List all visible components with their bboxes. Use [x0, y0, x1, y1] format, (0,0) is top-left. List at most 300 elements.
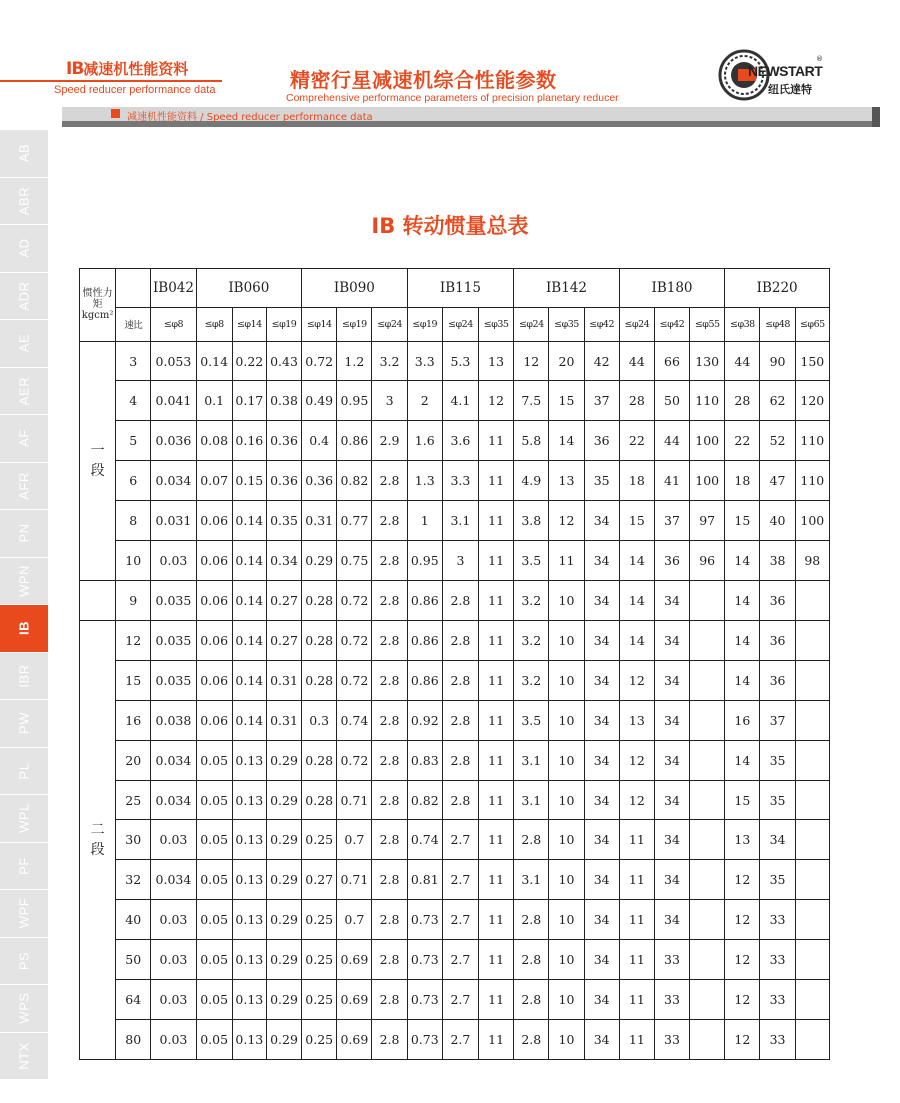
- value-cell: 2.9: [372, 421, 407, 461]
- section-bar-label: 减速机性能资料 / Speed reducer performance data: [127, 112, 373, 123]
- value-cell: 2.8: [514, 1019, 549, 1059]
- value-cell: 11: [619, 940, 654, 980]
- value-cell: 0.034: [151, 860, 196, 900]
- value-cell: 10: [549, 620, 584, 660]
- value-cell: 98: [795, 541, 829, 581]
- table-row: [80, 341, 830, 381]
- value-cell: 2.7: [442, 940, 478, 980]
- shaft-size-header: ≤φ24: [619, 308, 654, 341]
- value-cell: 0.71: [337, 860, 372, 900]
- model-header-ib042: IB042: [151, 269, 196, 308]
- value-cell: 0.36: [266, 421, 301, 461]
- value-cell: 0.86: [337, 421, 372, 461]
- value-cell: 36: [760, 581, 795, 621]
- value-cell: 12: [549, 501, 584, 541]
- value-cell: 2.7: [442, 900, 478, 940]
- value-cell: 12: [725, 980, 760, 1020]
- series-tab-ae[interactable]: [0, 320, 48, 368]
- series-tab-label: AE: [16, 334, 32, 353]
- value-cell: [795, 581, 829, 621]
- table-row: [80, 660, 830, 700]
- value-cell: 18: [725, 461, 760, 501]
- value-cell: 0.29: [266, 940, 301, 980]
- value-cell: 22: [725, 421, 760, 461]
- value-cell: 0.29: [302, 541, 337, 581]
- value-cell: 0.72: [337, 581, 372, 621]
- value-cell: 37: [584, 381, 619, 421]
- series-tab-label: WPN: [16, 564, 32, 597]
- header-brand-text: 减速机性能资料: [83, 60, 189, 78]
- value-cell: 2.7: [442, 980, 478, 1020]
- value-cell: 0.86: [407, 620, 442, 660]
- series-tab-label: WPL: [16, 803, 32, 834]
- value-cell: 50: [654, 381, 689, 421]
- value-cell: 14: [549, 421, 584, 461]
- table-row: [80, 381, 830, 421]
- value-cell: 0.35: [266, 501, 301, 541]
- value-cell: 20: [549, 341, 584, 381]
- value-cell: 11: [619, 900, 654, 940]
- value-cell: 33: [760, 940, 795, 980]
- value-cell: 11: [619, 1019, 654, 1059]
- value-cell: 0.08: [196, 421, 232, 461]
- value-cell: 11: [619, 860, 654, 900]
- value-cell: 0.25: [302, 820, 337, 860]
- value-cell: 3: [442, 541, 478, 581]
- shaft-size-header: ≤φ19: [407, 308, 442, 341]
- value-cell: 0.69: [337, 940, 372, 980]
- ratio-cell: 16: [116, 700, 151, 740]
- value-cell: 35: [760, 740, 795, 780]
- value-cell: 14: [619, 541, 654, 581]
- ratio-cell: 6: [116, 461, 151, 501]
- value-cell: 34: [584, 541, 619, 581]
- ratio-cell: 3: [116, 341, 151, 381]
- value-cell: 0.29: [266, 1019, 301, 1059]
- value-cell: 110: [795, 461, 829, 501]
- value-cell: 18: [619, 461, 654, 501]
- value-cell: 0.75: [337, 541, 372, 581]
- value-cell: 33: [760, 980, 795, 1020]
- value-cell: 0.05: [196, 740, 232, 780]
- stage-blank-cell: [80, 581, 116, 621]
- series-tab-ib[interactable]: [0, 605, 48, 653]
- value-cell: 2.8: [372, 900, 407, 940]
- value-cell: 0.28: [302, 780, 337, 820]
- value-cell: 0.34: [266, 541, 301, 581]
- series-tab-af[interactable]: [0, 415, 48, 463]
- value-cell: 36: [584, 421, 619, 461]
- series-tab-ibr[interactable]: [0, 653, 48, 701]
- value-cell: 35: [760, 860, 795, 900]
- value-cell: 1.6: [407, 421, 442, 461]
- value-cell: 0.28: [302, 660, 337, 700]
- series-tab-wpf[interactable]: [0, 890, 48, 938]
- value-cell: 0.14: [232, 700, 266, 740]
- value-cell: 0.83: [407, 740, 442, 780]
- value-cell: 66: [654, 341, 689, 381]
- value-cell: [795, 660, 829, 700]
- series-tab-pw[interactable]: [0, 700, 48, 748]
- value-cell: 0.38: [266, 381, 301, 421]
- value-cell: 0.03: [151, 940, 196, 980]
- value-cell: 2.8: [372, 780, 407, 820]
- value-cell: 34: [584, 740, 619, 780]
- value-cell: 14: [725, 620, 760, 660]
- value-cell: 13: [479, 341, 514, 381]
- value-cell: 11: [619, 980, 654, 1020]
- value-cell: 10: [549, 980, 584, 1020]
- value-cell: 0.05: [196, 1019, 232, 1059]
- value-cell: 14: [619, 620, 654, 660]
- shaft-size-header: ≤φ35: [479, 308, 514, 341]
- ratio-cell: 8: [116, 501, 151, 541]
- series-tab-label: PW: [16, 712, 32, 735]
- series-tab-ntx[interactable]: [0, 1033, 48, 1081]
- value-cell: 15: [549, 381, 584, 421]
- series-tab-wpn[interactable]: [0, 558, 48, 606]
- value-cell: 2.7: [442, 860, 478, 900]
- value-cell: 0.15: [232, 461, 266, 501]
- value-cell: 130: [690, 341, 725, 381]
- value-cell: 36: [760, 660, 795, 700]
- shaft-size-header: ≤φ35: [549, 308, 584, 341]
- model-header-ib060: IB060: [196, 269, 302, 308]
- value-cell: 1: [407, 501, 442, 541]
- header-brand-ib: IB: [66, 59, 84, 79]
- value-cell: 16: [725, 700, 760, 740]
- series-tab-label: AB: [16, 144, 32, 163]
- value-cell: 0.06: [196, 700, 232, 740]
- value-cell: 3.2: [514, 581, 549, 621]
- value-cell: [690, 780, 725, 820]
- value-cell: 2.8: [372, 581, 407, 621]
- ratio-cell: 12: [116, 620, 151, 660]
- value-cell: 34: [584, 1019, 619, 1059]
- value-cell: [690, 940, 725, 980]
- value-cell: 0.035: [151, 581, 196, 621]
- value-cell: 0.05: [196, 820, 232, 860]
- value-cell: [795, 980, 829, 1020]
- table-row: [80, 980, 830, 1020]
- ratio-cell: 9: [116, 581, 151, 621]
- value-cell: 15: [725, 501, 760, 541]
- corner-inertia-unit: kgcm²: [81, 310, 114, 322]
- value-cell: 0.72: [337, 660, 372, 700]
- value-cell: 0.74: [407, 820, 442, 860]
- value-cell: 12: [725, 940, 760, 980]
- value-cell: 0.36: [266, 461, 301, 501]
- value-cell: 2.8: [442, 581, 478, 621]
- value-cell: [795, 1019, 829, 1059]
- value-cell: 0.14: [232, 660, 266, 700]
- value-cell: 0.034: [151, 740, 196, 780]
- value-cell: 0.71: [337, 780, 372, 820]
- value-cell: 36: [760, 620, 795, 660]
- value-cell: 37: [654, 501, 689, 541]
- series-tab-label: PS: [16, 951, 32, 970]
- value-cell: 2.8: [514, 940, 549, 980]
- value-cell: 0.77: [337, 501, 372, 541]
- header-brand-title: [66, 58, 188, 79]
- value-cell: 0.14: [232, 620, 266, 660]
- table-row: [80, 700, 830, 740]
- value-cell: 12: [725, 900, 760, 940]
- value-cell: 12: [725, 1019, 760, 1059]
- value-cell: 4.9: [514, 461, 549, 501]
- table-row: [80, 780, 830, 820]
- value-cell: 2.8: [372, 700, 407, 740]
- shaft-size-header: ≤φ24: [372, 308, 407, 341]
- value-cell: 0.053: [151, 341, 196, 381]
- value-cell: 2.8: [372, 740, 407, 780]
- value-cell: 3.2: [514, 620, 549, 660]
- value-cell: 0.95: [407, 541, 442, 581]
- value-cell: 10: [549, 900, 584, 940]
- table-row: [80, 820, 830, 860]
- series-tab-pl[interactable]: [0, 748, 48, 796]
- value-cell: 0.05: [196, 860, 232, 900]
- series-tab-label: AFR: [16, 472, 32, 500]
- value-cell: 12: [725, 860, 760, 900]
- series-tab-wps[interactable]: [0, 985, 48, 1033]
- value-cell: 0.72: [302, 341, 337, 381]
- value-cell: 34: [654, 660, 689, 700]
- value-cell: 0.29: [266, 980, 301, 1020]
- value-cell: 97: [690, 501, 725, 541]
- value-cell: 11: [479, 980, 514, 1020]
- value-cell: 0.25: [302, 1019, 337, 1059]
- value-cell: 90: [760, 341, 795, 381]
- value-cell: 13: [619, 700, 654, 740]
- value-cell: 11: [479, 700, 514, 740]
- series-tab-label: ABR: [16, 186, 32, 215]
- stage-one-text: 一段: [90, 442, 105, 479]
- speed-ratio-header: 速比: [116, 308, 151, 341]
- value-cell: 11: [479, 581, 514, 621]
- corner-inertia-text: 惯性力矩: [82, 288, 113, 311]
- value-cell: 41: [654, 461, 689, 501]
- value-cell: 0.82: [407, 780, 442, 820]
- value-cell: 0.72: [337, 620, 372, 660]
- value-cell: 0.73: [407, 940, 442, 980]
- value-cell: 11: [479, 1019, 514, 1059]
- value-cell: [690, 900, 725, 940]
- value-cell: 0.031: [151, 501, 196, 541]
- value-cell: 96: [690, 541, 725, 581]
- value-cell: 0.28: [302, 581, 337, 621]
- ratio-cell: 10: [116, 541, 151, 581]
- series-tab-label: WPS: [16, 992, 32, 1024]
- value-cell: 2.8: [372, 541, 407, 581]
- value-cell: 22: [619, 421, 654, 461]
- shaft-size-header: ≤φ42: [584, 308, 619, 341]
- value-cell: 100: [690, 461, 725, 501]
- series-tab-afr[interactable]: [0, 463, 48, 511]
- value-cell: 0.13: [232, 1019, 266, 1059]
- series-tab-wpl[interactable]: [0, 795, 48, 843]
- value-cell: [795, 900, 829, 940]
- header-blank: [116, 269, 151, 308]
- series-tab-label: AF: [16, 429, 32, 448]
- header-main-title: 精密行星减速机综合性能参数: [290, 68, 557, 92]
- value-cell: 0.73: [407, 900, 442, 940]
- table-row: [80, 581, 830, 621]
- stage-two-label: [80, 620, 116, 1059]
- value-cell: 10: [549, 700, 584, 740]
- value-cell: 11: [479, 820, 514, 860]
- value-cell: 0.13: [232, 940, 266, 980]
- value-cell: 3.1: [514, 780, 549, 820]
- value-cell: 28: [725, 381, 760, 421]
- value-cell: [690, 581, 725, 621]
- shaft-size-header: ≤φ42: [654, 308, 689, 341]
- value-cell: 11: [479, 780, 514, 820]
- value-cell: 34: [654, 620, 689, 660]
- series-tab-label: PL: [16, 762, 32, 780]
- value-cell: 33: [654, 1019, 689, 1059]
- series-tab-label: AER: [16, 376, 32, 405]
- value-cell: [795, 820, 829, 860]
- ratio-cell: 30: [116, 820, 151, 860]
- series-tabs: [0, 130, 48, 1080]
- value-cell: [690, 620, 725, 660]
- value-cell: 0.05: [196, 940, 232, 980]
- value-cell: 3.8: [514, 501, 549, 541]
- value-cell: [795, 940, 829, 980]
- series-tab-pf[interactable]: [0, 843, 48, 891]
- value-cell: 3.1: [514, 740, 549, 780]
- value-cell: 12: [514, 341, 549, 381]
- value-cell: 2.8: [442, 660, 478, 700]
- value-cell: 11: [549, 541, 584, 581]
- shaft-size-header: ≤φ24: [514, 308, 549, 341]
- table-row: [80, 541, 830, 581]
- value-cell: 34: [584, 900, 619, 940]
- value-cell: 2.8: [372, 820, 407, 860]
- value-cell: 0.31: [302, 501, 337, 541]
- value-cell: 0.3: [302, 700, 337, 740]
- value-cell: 0.73: [407, 980, 442, 1020]
- shaft-size-header: ≤φ14: [302, 308, 337, 341]
- value-cell: 34: [584, 860, 619, 900]
- header-main-subtitle: Comprehensive performance parameters of precision planetary reducer: [286, 92, 619, 104]
- value-cell: 35: [760, 780, 795, 820]
- value-cell: 10: [549, 1019, 584, 1059]
- value-cell: 2.8: [442, 780, 478, 820]
- value-cell: 0.81: [407, 860, 442, 900]
- value-cell: 34: [654, 740, 689, 780]
- value-cell: 0.06: [196, 541, 232, 581]
- value-cell: 0.036: [151, 421, 196, 461]
- value-cell: 44: [619, 341, 654, 381]
- series-tab-ab[interactable]: [0, 130, 48, 178]
- logo-registered-mark: ®: [816, 55, 823, 63]
- value-cell: 110: [795, 421, 829, 461]
- series-tab-pn[interactable]: [0, 510, 48, 558]
- value-cell: 0.05: [196, 780, 232, 820]
- value-cell: 0.86: [407, 660, 442, 700]
- value-cell: 0.06: [196, 660, 232, 700]
- value-cell: 2.8: [372, 940, 407, 980]
- value-cell: 12: [619, 660, 654, 700]
- series-tab-aer[interactable]: [0, 368, 48, 416]
- header-divider: [0, 80, 222, 82]
- value-cell: 0.7: [337, 820, 372, 860]
- value-cell: 0.034: [151, 780, 196, 820]
- value-cell: 2.8: [514, 980, 549, 1020]
- value-cell: 0.034: [151, 461, 196, 501]
- stage-one-label: [80, 341, 116, 580]
- model-header-ib142: IB142: [514, 269, 620, 308]
- series-tab-label: AD: [16, 238, 32, 258]
- value-cell: 13: [549, 461, 584, 501]
- series-tab-label: IB: [16, 621, 32, 636]
- table-row: [80, 860, 830, 900]
- value-cell: 2.8: [514, 900, 549, 940]
- value-cell: 3.2: [514, 660, 549, 700]
- value-cell: 0.05: [196, 900, 232, 940]
- value-cell: 10: [549, 780, 584, 820]
- value-cell: 0.95: [337, 381, 372, 421]
- value-cell: 2.8: [442, 700, 478, 740]
- value-cell: [690, 860, 725, 900]
- value-cell: 0.06: [196, 581, 232, 621]
- value-cell: 11: [479, 461, 514, 501]
- value-cell: 33: [760, 900, 795, 940]
- value-cell: 10: [549, 820, 584, 860]
- value-cell: 0.74: [337, 700, 372, 740]
- value-cell: 0.25: [302, 980, 337, 1020]
- value-cell: 42: [584, 341, 619, 381]
- shaft-size-header: ≤φ55: [690, 308, 725, 341]
- value-cell: 5.3: [442, 341, 478, 381]
- value-cell: 2.8: [372, 1019, 407, 1059]
- model-header-ib115: IB115: [407, 269, 514, 308]
- value-cell: 0.31: [266, 700, 301, 740]
- value-cell: 34: [584, 581, 619, 621]
- value-cell: 0.29: [266, 860, 301, 900]
- header-brand-subtitle: Speed reducer performance data: [54, 84, 216, 96]
- value-cell: 12: [619, 740, 654, 780]
- shaft-size-header: ≤φ19: [266, 308, 301, 341]
- value-cell: 47: [760, 461, 795, 501]
- value-cell: 0.14: [232, 501, 266, 541]
- value-cell: 0.69: [337, 980, 372, 1020]
- ratio-cell: 5: [116, 421, 151, 461]
- page-title: IB 转动惯量总表: [371, 214, 529, 238]
- value-cell: 34: [584, 820, 619, 860]
- value-cell: 2: [407, 381, 442, 421]
- value-cell: 0.03: [151, 900, 196, 940]
- value-cell: 3.1: [514, 860, 549, 900]
- series-tab-adr[interactable]: [0, 273, 48, 321]
- value-cell: 0.035: [151, 620, 196, 660]
- table-row: [80, 900, 830, 940]
- value-cell: 1.3: [407, 461, 442, 501]
- stage-two-text: 二段: [90, 821, 105, 858]
- value-cell: 3: [372, 381, 407, 421]
- value-cell: 0.13: [232, 980, 266, 1020]
- value-cell: 0.03: [151, 820, 196, 860]
- value-cell: 0.17: [232, 381, 266, 421]
- value-cell: 100: [690, 421, 725, 461]
- value-cell: 34: [584, 660, 619, 700]
- model-header-ib220: IB220: [725, 269, 830, 308]
- value-cell: 34: [584, 700, 619, 740]
- value-cell: 0.72: [337, 740, 372, 780]
- series-tab-ps[interactable]: [0, 938, 48, 986]
